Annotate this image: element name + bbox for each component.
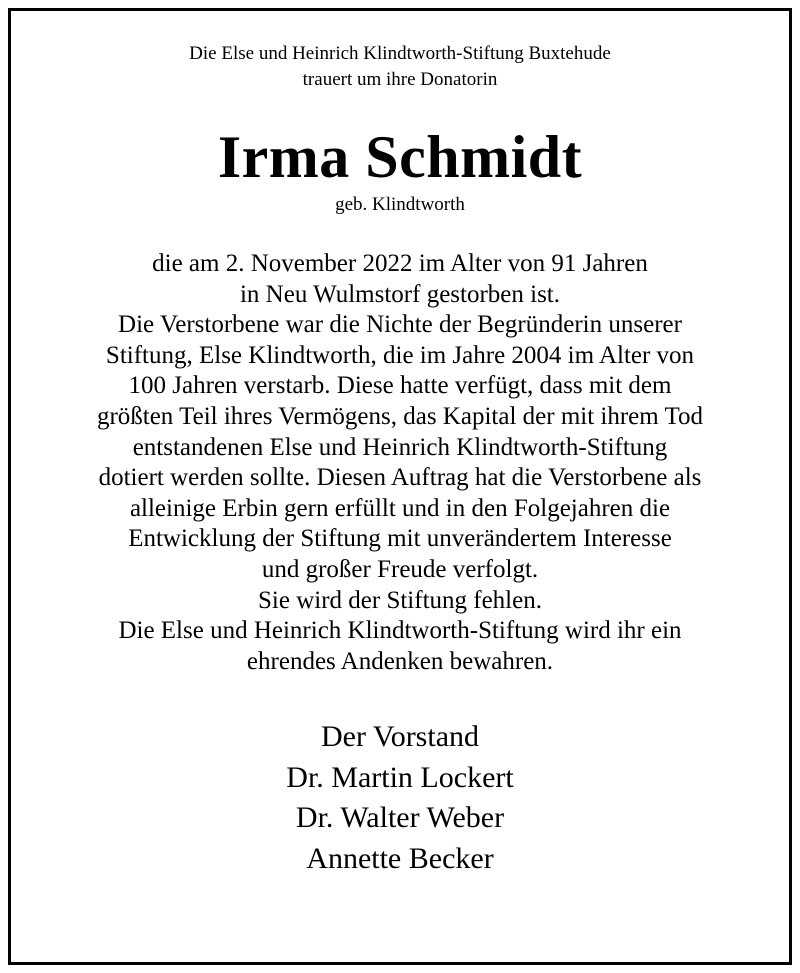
obituary-content	[11, 11, 789, 879]
signature-member: Dr. Martin Lockert	[286, 760, 514, 794]
body-line: Stiftung, Else Klindtworth, die im Jahre 2004 im Alter von	[105, 341, 695, 369]
header-line-mourns: trauert um ihre Donatorin	[302, 69, 498, 90]
header-line-foundation: Die Else und Heinrich Klindtworth-Stiftung Buxtehude	[189, 43, 611, 64]
body-line: in Neu Wulmstorf gestorben ist.	[239, 280, 561, 308]
body-line: die am 2. November 2022 im Alter von 91 Jahren	[152, 250, 648, 277]
body-line: Entwicklung der Stiftung mit unverändertem Interesse	[128, 525, 672, 553]
signature-block	[11, 717, 789, 879]
body-line: und großer Freude verfolgt.	[261, 555, 539, 583]
signature-member: Annette Becker	[306, 841, 494, 875]
header	[11, 41, 789, 93]
deceased-name: Irma Schmidt	[217, 124, 583, 190]
maiden-name: geb. Klindtworth	[335, 194, 465, 215]
signature-member: Dr. Walter Weber	[295, 801, 505, 835]
body-line: größten Teil ihres Vermögens, das Kapital der mit ihrem Tod	[96, 402, 704, 430]
body-line: Sie wird der Stiftung fehlen.	[258, 586, 542, 614]
body-line: entstandenen Else und Heinrich Klindtworth-Stiftung	[132, 433, 668, 461]
body-line: ehrendes Andenken bewahren.	[246, 647, 554, 675]
body-line: Die Else und Heinrich Klindtworth-Stiftung wird ihr ein	[118, 617, 682, 645]
body-line: 100 Jahren verstarb. Diese hatte verfügt, dass mit dem	[128, 372, 672, 400]
body-line: Die Verstorbene war die Nichte der Begründerin unserer	[118, 311, 682, 339]
body-line: dotiert werden sollte. Diesen Auftrag hat die Verstorbene als	[98, 464, 702, 492]
signature-board: Der Vorstand	[320, 720, 480, 754]
body-line: alleinige Erbin gern erfüllt und in den Folgejahren die	[129, 494, 671, 522]
body-text	[11, 249, 789, 677]
obituary-border	[8, 8, 792, 965]
